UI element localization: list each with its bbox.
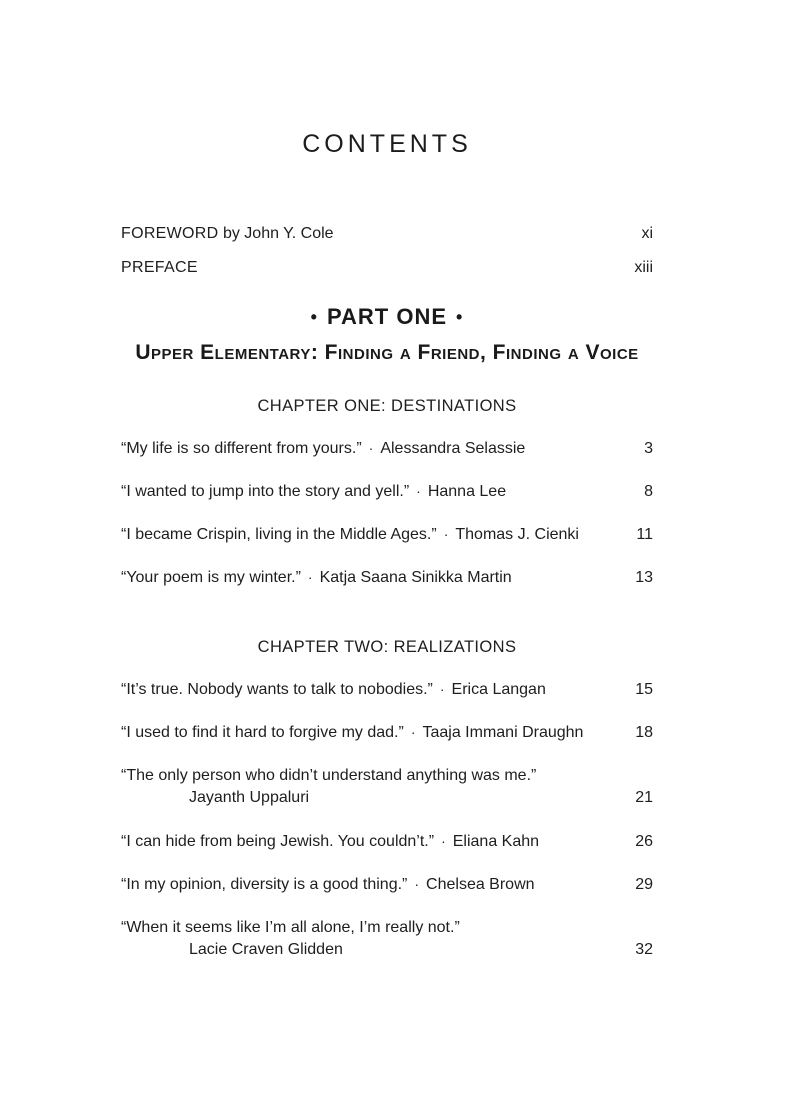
entry-text [121,765,536,809]
bullet-separator: · [416,483,421,499]
bullet-separator: · [368,440,374,456]
toc-entry [121,874,653,895]
entry-author: Jayanth Uppaluri [189,789,310,806]
part-title [121,304,653,330]
entry-author: Eliana Kahn [452,833,540,850]
entry-text [121,524,579,545]
toc-entry [121,567,653,588]
entry-author: Erica Langan [451,681,546,698]
entry-page: 3 [644,440,653,457]
front-matter-row [121,259,653,277]
entry-quote: “I used to find it hard to forgive my dad.” [121,724,404,741]
entry-quote: “I wanted to jump into the story and yell.” [121,483,410,500]
entry-page: 15 [635,681,653,698]
entry-text [121,438,525,459]
front-matter-label [121,259,198,277]
page-number: xiii [634,259,653,276]
entry-text [121,831,539,852]
bullet-separator: · [441,833,446,849]
entry-text [121,874,535,895]
part-header [121,304,653,365]
bullet-separator: · [410,724,416,740]
entry-page: 26 [635,833,653,850]
entry-author: Lacie Craven Glidden [189,941,343,958]
entry-page: 32 [635,941,653,958]
entry-quote: “When it seems like I’m all alone, I’m really not.” [121,919,460,936]
front-matter-label-caps: PREFACE [121,259,198,276]
entry-quote: “Your poem is my winter.” [121,569,301,586]
toc-entry [121,765,653,809]
bullet-separator: · [307,569,313,585]
toc-entry [121,917,653,961]
entry-text [121,481,506,502]
front-matter-label-caps: FOREWORD [121,225,219,242]
entry-text [121,722,583,743]
entry-page: 29 [635,876,653,893]
bullet-icon: • [456,307,464,327]
front-matter-label-rest: by John Y. Cole [218,225,334,242]
toc-entry [121,438,653,459]
toc-entry [121,679,653,700]
bullet-icon: • [310,307,318,327]
chapter-entries [121,679,653,961]
bullet-separator: · [443,526,449,542]
entry-text [121,567,512,588]
toc-entry [121,481,653,502]
entry-page: 13 [635,569,653,586]
toc-entry [121,524,653,545]
entry-quote: “It’s true. Nobody wants to talk to nobodies.” [121,681,433,698]
toc-content [121,0,653,983]
bullet-separator: · [439,681,445,697]
entry-author: Thomas J. Cienki [455,526,579,543]
entry-text [121,679,546,700]
chapter-heading: CHAPTER ONE: DESTINATIONS [257,397,517,415]
entry-author: Katja Saana Sinikka Martin [319,569,512,586]
entry-quote: “My life is so different from yours.” [121,440,362,457]
part-title-text: PART ONE [326,304,448,329]
entry-quote: “The only person who didn’t understand anything was me.” [121,767,537,784]
entry-page: 8 [644,483,653,500]
entry-author: Chelsea Brown [426,876,535,893]
toc-entry [121,722,653,743]
bullet-separator: · [414,876,420,892]
entry-text [121,917,460,961]
entry-quote: “In my opinion, diversity is a good thing.” [121,876,408,893]
entry-author: Alessandra Selassie [380,440,526,457]
entry-page: 18 [635,724,653,741]
entry-page: 21 [635,789,653,806]
front-matter-label [121,225,334,243]
entry-quote: “I became Crispin, living in the Middle Ages.” [121,526,437,543]
chapter-entries [121,438,653,588]
toc-entry [121,831,653,852]
entry-author: Taaja Immani Draughn [422,724,584,741]
part-subtitle: Upper Elementary: Finding a Friend, Finding a Voice [135,341,639,364]
entry-quote: “I can hide from being Jewish. You couldn’t.” [121,833,435,850]
entry-author: Hanna Lee [427,483,507,500]
entry-page: 11 [636,526,653,543]
page-number: xi [641,225,653,242]
page-title: CONTENTS [302,130,472,158]
chapter-heading: CHAPTER TWO: REALIZATIONS [257,638,517,656]
front-matter-row [121,225,653,243]
front-matter-section [121,225,653,277]
